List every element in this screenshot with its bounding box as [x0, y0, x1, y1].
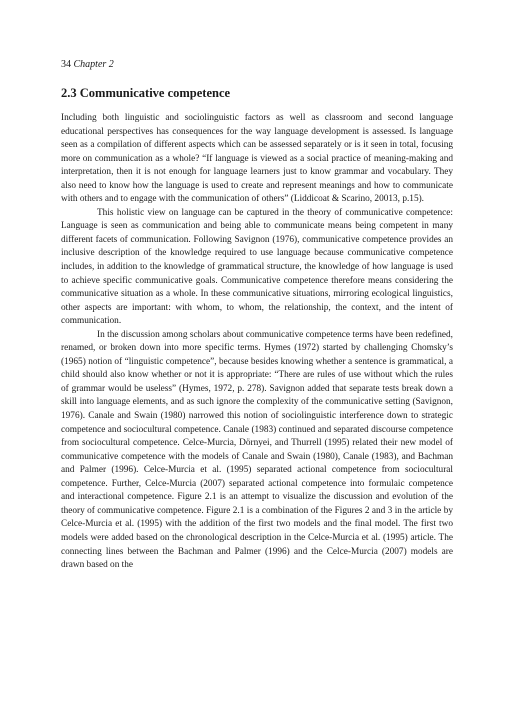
paragraph-2: This holistic view on language can be captured in the theory of communicative competence: Language is seen as communication and being able to communicate means being competent in many different facets of communication. Following Savignon (1976), communicative competence provides an inclusive description of the knowledge required to use language because communicative competence includes, in addition to the knowledge of grammatical structure, the knowledge of how language is used to achieve specific communicative goals. Communicative competence therefore means considering the communicative situation as a whole. In these communicative situations, mirroring ecological linguistics, other aspects are important: with whom, to whom, the relationship, the context, and the intent of communication.: [61, 207, 453, 327]
paragraph-3: In the discussion among scholars about communicative competence terms have been redefined, renamed, or broken down into more specific terms. Hymes (1972) started by challenging Chomsky’s (1965) notion of “linguistic competence”, because besides knowing whether a sentence is grammatical, a child should also know whether or not it is appropriate: “There are rules of use without which the rules of grammar would be useless” (Hymes, 1972, p. 278). Savignon added that separate tests break down a skill into language elements, and as such ignore the complexity of the communicative setting (Savignon, 1976). Canale and Swain (1980) narrowed this notion of sociolinguistic interference down to strategic competence and sociocultural competence. Canale (1983) continued and separated discourse competence from sociocultural competence. Celce-Murcia, Dörnyei, and Thurrell (1995) related their new model of communicative competence with the models of Canale and Swain (1980), Canale (1983), and Bachman and Palmer (1996). Celce-Murcia et al. (1995) separated actional competence from sociocultural competence. Further, Celce-Murcia (2007) separated actional competence into formulaic competence and interactional competence. Figure 2.1 is an attempt to visualize the discussion and evolution of the theory of communicative competence. Figure 2.1 is a combination of the Figures 2 and 3 in the article by Celce-Murcia et al. (1995) with the addition of the first two models and the final model. The first two models were added based on the chronological description in the Celce-Murcia et al. (1995) article. The connecting lines between the Bachman and Palmer (1996) and the Celce-Murcia (2007) models are drawn based on the: [61, 329, 453, 571]
chapter-label: Chapter 2: [73, 59, 114, 70]
body-text: [61, 112, 453, 573]
paragraph-1: Including both linguistic and sociolinguistic factors as well as classroom and second language educational perspectives has consequences for the way language development is assessed. Is language seen as a compilation of different aspects which can be assessed separately or is it seen in total, focusing more on communication as a whole? “If language is viewed as a social practice of meaning-making and interpretation, then it is not enough for language learners just to know grammar and vocabulary. They also need to know how the language is used to create and represent meanings and how to communicate with others and to engage with the communication of others” (Liddicoat & Scarino, 20013, p.15).: [61, 113, 453, 205]
page-number: 34: [61, 59, 71, 70]
running-head: [61, 59, 114, 71]
section-heading: 2.3 Communicative competence: [61, 86, 231, 100]
